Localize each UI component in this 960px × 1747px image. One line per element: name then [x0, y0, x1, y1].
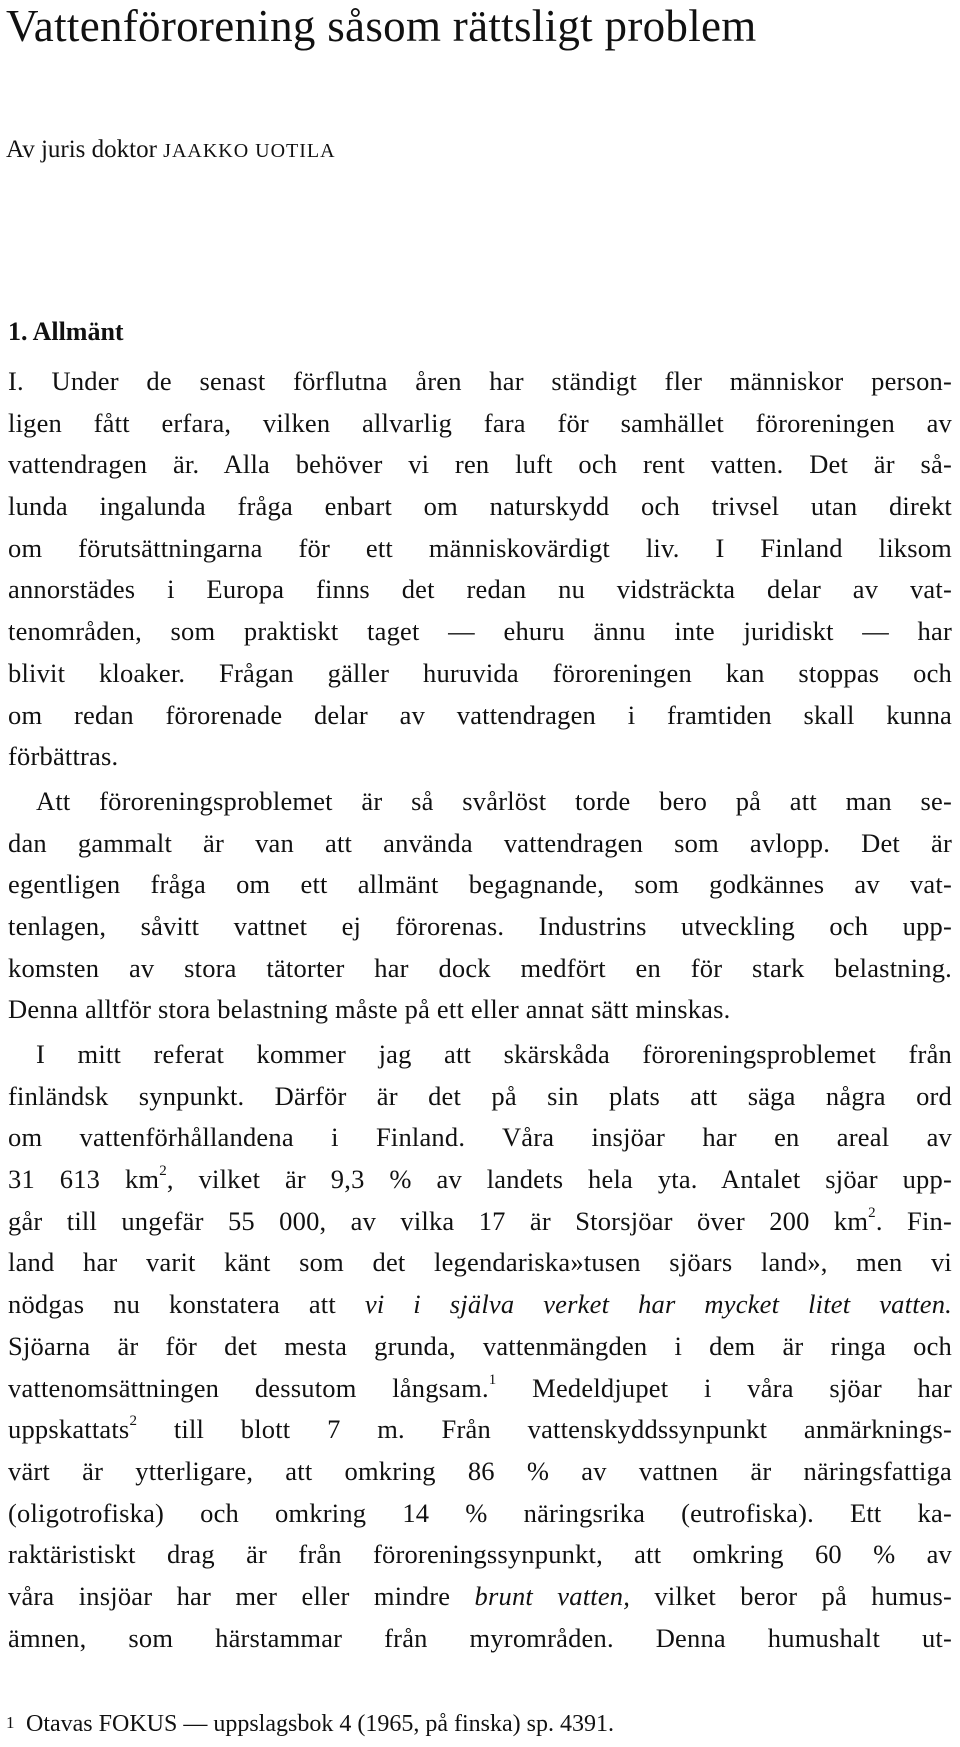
text-span: till blott 7 m. Från vattenskyddssynpunkt anmärknings-: [137, 1414, 952, 1445]
text-line: I. Under de senast förflutna åren har ständigt fler människor person-: [8, 366, 952, 396]
footnote-mark: 1: [6, 1713, 15, 1732]
byline: [6, 136, 336, 164]
text-line: Denna alltför stora belastning måste på ett eller annat sätt minskas.: [8, 994, 731, 1025]
footnote-text: Otavas FOKUS — uppslagsbok 4 (1965, på finska) sp. 4391.: [26, 1711, 614, 1737]
text-line: komsten av stora tätorter har dock medfört en för stark belastning.: [8, 952, 952, 983]
text-span: uppskattats: [8, 1414, 130, 1445]
text-line: Att föroreningsproblemet är så svårlöst torde bero på att man se-: [36, 785, 952, 816]
body-text: [8, 361, 952, 1659]
text-line: tenlagen, såvitt vattnet ej förorenas. Industrins utveckling och upp-: [8, 910, 952, 941]
text-line: I mitt referat kommer jag att skärskåda föroreningsproblemet från: [36, 1039, 952, 1069]
text-span: Medeldjupet i våra sjöar har: [496, 1372, 952, 1403]
text-line: (oligotrofiska) och omkring 14 % näringsrika (eutrofiska). Ett ka-: [8, 1497, 952, 1528]
text-span: vattenomsättningen dessutom långsam.: [8, 1372, 489, 1403]
text-line: [8, 1368, 952, 1410]
text-line: [8, 1201, 952, 1243]
text-line: ämnen, som härstammar från myrområden. Denna humushalt ut-: [8, 1622, 952, 1653]
text-line: raktäristiskt drag är från föroreningssynpunkt, att omkring 60 % av: [8, 1539, 952, 1570]
footnote-superscript: 2: [159, 1163, 167, 1180]
author-name: JAAKKO UOTILA: [163, 140, 336, 162]
text-line: om redan förorenade delar av vattendragen i framtiden skall kunna: [8, 699, 952, 730]
text-span: vilket beror på humus-: [630, 1580, 953, 1611]
text-line: om förutsättningarna för ett människovärdigt liv. I Finland liksom: [8, 532, 952, 563]
text-line: [8, 1409, 952, 1451]
byline-prefix: Av juris doktor: [6, 136, 157, 163]
text-span: . Fin-: [875, 1205, 952, 1236]
text-line: [8, 1576, 952, 1618]
text-line: Sjöarna är för det mesta grunda, vattenmängden i dem är ringa och: [8, 1330, 952, 1361]
text-line: egentligen fråga om ett allmänt begagnande, som godkännes av vat-: [8, 869, 952, 900]
text-line: dan gammalt är van att använda vattendragen som avlopp. Det är: [8, 827, 952, 858]
text-line: tenområden, som praktiskt taget — ehuru ännu inte juridiskt — har: [8, 616, 952, 647]
footnote-superscript: 1: [488, 1371, 497, 1388]
footnote: [6, 1710, 906, 1739]
text-span: , vilket är 9,3 % av landets hela yta. Antalet sjöar upp-: [166, 1164, 952, 1195]
text-span: nödgas nu konstatera att: [8, 1289, 365, 1320]
text-line: om vattenförhållandena i Finland. Våra insjöar har en areal av: [8, 1122, 952, 1153]
text-span: 31 613 km: [8, 1164, 160, 1195]
footnote-superscript: 2: [868, 1204, 876, 1221]
article-title: Vattenförorening såsom rättsligt problem: [6, 1, 757, 51]
text-line: land har varit känt som det legendariska»tusen sjöars land», men vi: [8, 1247, 952, 1278]
text-span: går till ungefär 55 000, av vilka 17 är Storsjöar över 200 km: [8, 1205, 869, 1236]
text-line: [8, 1284, 952, 1326]
section-heading: 1. Allmänt: [8, 317, 124, 346]
text-span: våra insjöar har mer eller mindre: [8, 1580, 475, 1611]
italic-emphasis: brunt vatten,: [474, 1580, 631, 1611]
italic-emphasis: vi i själva verket har mycket litet vatten.: [364, 1289, 952, 1320]
text-line: blivit kloaker. Frågan gäller huruvida föroreningen kan stoppas och: [8, 657, 952, 688]
text-line: finländsk synpunkt. Därför är det på sin plats att säga några ord: [8, 1080, 952, 1111]
text-line: vattendragen är. Alla behöver vi ren luft och rent vatten. Det är så-: [8, 449, 952, 480]
text-line: lunda ingalunda fråga enbart om naturskydd och trivsel utan direkt: [8, 491, 952, 522]
text-line: förbättras.: [8, 741, 119, 772]
text-line: annorstädes i Europa finns det redan nu vidsträckta delar av vat-: [8, 574, 952, 605]
text-line: ligen fått erfara, vilken allvarlig fara för samhället föroreningen av: [8, 407, 952, 438]
text-line: [8, 1159, 952, 1201]
footnote-superscript: 2: [129, 1413, 138, 1430]
footnotes: [6, 1710, 906, 1739]
text-line: värt är ytterligare, att omkring 86 % av vattnen är näringsfattiga: [8, 1455, 952, 1486]
